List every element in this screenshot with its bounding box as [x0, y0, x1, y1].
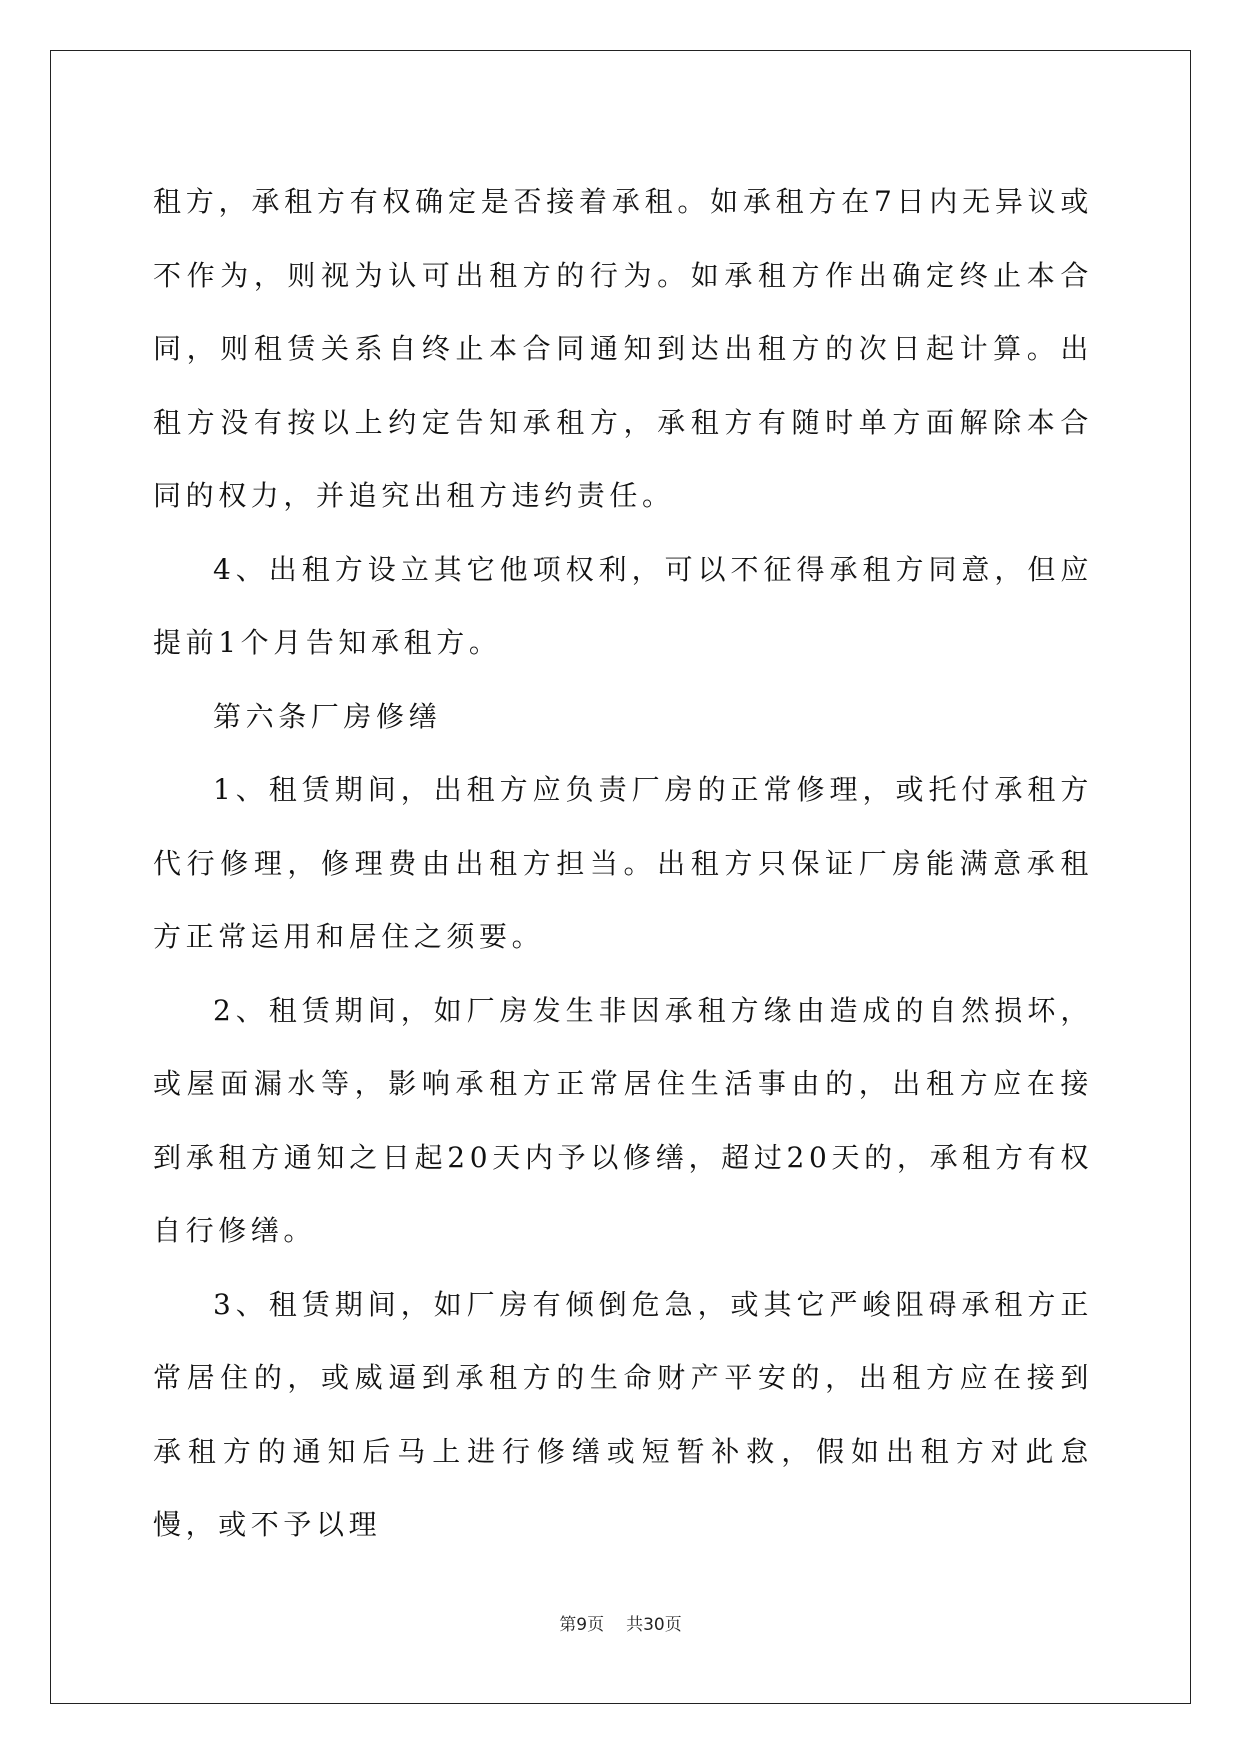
paragraph-5: 3、租赁期间，如厂房有倾倒危急，或其它严峻阻碍承租方正常居住的，或威逼到承租方的生命财产平安的，出租方应在接到承租方的通知后马上进行修缮或短暂补救，假如出租方对此怠慢，或不予以理	[153, 1287, 1093, 1541]
page-number: 第9页	[559, 1615, 605, 1635]
paragraph-1: 租方，承租方有权确定是否接着承租。如承租方在7日内无异议或不作为，则视为认可出租方的行为。如承租方作出确定终止本合同，则租赁关系自终止本合同通知到达出租方的次日起计算。出租方没有按以上约定告知承租方，承租方有随时单方面解除本合同的权力，并追究出租方违约责任。	[153, 185, 1093, 512]
document-body	[153, 165, 1093, 1562]
paragraph-4: 2、租赁期间，如厂房发生非因承租方缘由造成的自然损坏，或屋面漏水等，影响承租方正常居住生活事由的，出租方应在接到承租方通知之日起20天内予以修缮，超过20天的，承租方有权自行修缮。	[153, 993, 1093, 1247]
total-pages: 共30页	[626, 1615, 682, 1635]
paragraph-2: 4、出租方设立其它他项权利，可以不征得承租方同意，但应提前1个月告知承租方。	[153, 552, 1093, 659]
paragraph-3: 1、租赁期间，出租方应负责厂房的正常修理，或托付承租方代行修理，修理费由出租方担当。出租方只保证厂房能满意承租方正常运用和居住之须要。	[153, 773, 1093, 953]
section-heading: 第六条厂房修缮	[213, 699, 442, 733]
page-footer	[0, 1610, 1241, 1635]
